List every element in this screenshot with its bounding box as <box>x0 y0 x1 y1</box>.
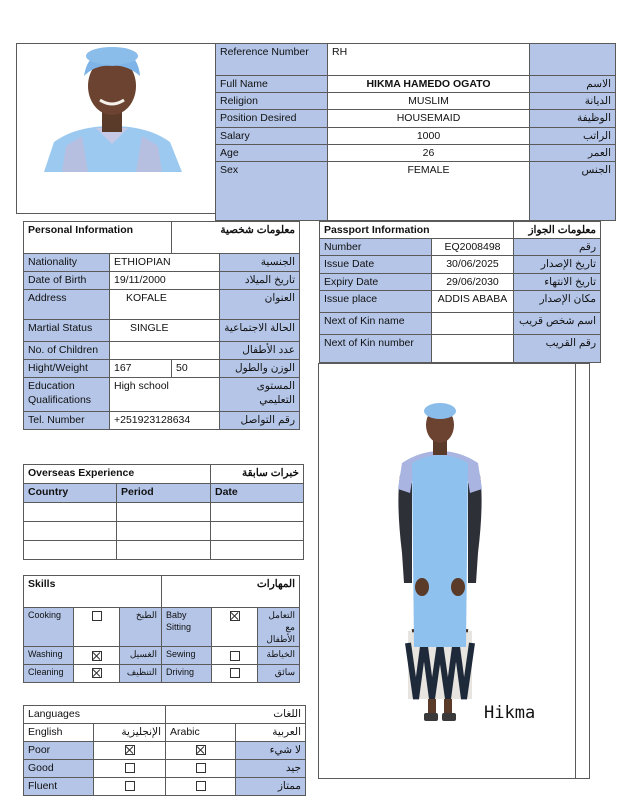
overseas-cell <box>211 541 304 560</box>
fluent-label: Fluent <box>24 778 94 796</box>
overseas-table <box>23 464 304 560</box>
portrait-photo <box>36 46 188 172</box>
cleaning-ar: التنظيف <box>120 664 162 682</box>
good-ar: جيد <box>236 760 306 778</box>
issue-date-value: 30/06/2025 <box>432 256 514 273</box>
expiry-date-label: Expiry Date <box>320 273 432 290</box>
arabic-label: Arabic <box>166 724 236 742</box>
passport-title: Passport Information <box>320 222 514 239</box>
address-value: KOFALE <box>110 290 220 320</box>
nationality-label: Nationality <box>24 254 110 272</box>
poor-english-checkbox[interactable] <box>94 742 166 760</box>
arabic-ar: العربية <box>236 724 306 742</box>
poor-ar: لا شيء <box>236 742 306 760</box>
overseas-cell <box>24 503 117 522</box>
good-english-checkbox[interactable] <box>94 760 166 778</box>
personal-info-table <box>23 221 300 430</box>
weight-value: 50 <box>172 360 220 378</box>
issue-date-label: Issue Date <box>320 256 432 273</box>
overseas-cell <box>211 522 304 541</box>
passport-number-label: Number <box>320 239 432 256</box>
period-header: Period <box>117 484 211 503</box>
full-name-label: Full Name <box>216 76 328 93</box>
checkbox-icon <box>196 781 206 791</box>
marital-ar: الحالة الاجتماعية <box>220 320 300 342</box>
overseas-title-ar: خبرات سابقة <box>211 465 304 484</box>
sex-value: FEMALE <box>328 161 530 220</box>
dob-label: Date of Birth <box>24 272 110 290</box>
checkbox-icon <box>230 611 240 621</box>
checkbox-icon <box>92 651 102 661</box>
reference-ar <box>530 44 616 76</box>
skills-table <box>23 575 300 683</box>
full-body-photo <box>390 403 490 728</box>
checkbox-icon <box>92 611 102 621</box>
children-value <box>110 342 220 360</box>
dob-value: 19/11/2000 <box>110 272 220 290</box>
marital-label: Martial Status <box>24 320 110 342</box>
salary-ar: الراتب <box>530 127 616 144</box>
checkbox-icon <box>125 781 135 791</box>
fluent-arabic-checkbox[interactable] <box>166 778 236 796</box>
passport-number-ar: رقم <box>514 239 601 256</box>
languages-title-ar: اللغات <box>166 706 306 724</box>
poor-arabic-checkbox[interactable] <box>166 742 236 760</box>
fluent-ar: ممتاز <box>236 778 306 796</box>
checkbox-icon <box>196 745 206 755</box>
full-name-ar: الاسم <box>530 76 616 93</box>
children-ar: عدد الأطفال <box>220 342 300 360</box>
height-value: 167 <box>110 360 172 378</box>
kin-name-value <box>432 312 514 334</box>
poor-label: Poor <box>24 742 94 760</box>
education-value: High school <box>110 378 220 412</box>
children-label: No. of Children <box>24 342 110 360</box>
header-table <box>215 43 616 221</box>
checkbox-icon <box>125 745 135 755</box>
salary-label: Salary <box>216 127 328 144</box>
age-label: Age <box>216 144 328 161</box>
tel-value: +251923128634 <box>110 412 220 430</box>
fluent-english-checkbox[interactable] <box>94 778 166 796</box>
religion-ar: الديانة <box>530 93 616 110</box>
issue-place-value: ADDIS ABABA <box>432 290 514 312</box>
kin-number-ar: رقم القريب <box>514 334 601 362</box>
overseas-title: Overseas Experience <box>24 465 211 484</box>
checkbox-icon <box>125 763 135 773</box>
babysitting-ar: التعامل مع الأطفال <box>258 608 300 647</box>
overseas-cell <box>117 503 211 522</box>
personal-title: Personal Information <box>24 222 172 254</box>
babysitting-checkbox[interactable] <box>212 608 258 647</box>
religion-label: Religion <box>216 93 328 110</box>
hw-ar: الوزن والطول <box>220 360 300 378</box>
kin-name-label: Next of Kin name <box>320 312 432 334</box>
sex-ar: الجنس <box>530 161 616 220</box>
issue-place-label: Issue place <box>320 290 432 312</box>
cooking-label: Cooking <box>24 608 74 647</box>
address-label: Address <box>24 290 110 320</box>
issue-date-ar: تاريخ الإصدار <box>514 256 601 273</box>
driving-checkbox[interactable] <box>212 664 258 682</box>
tel-label: Tel. Number <box>24 412 110 430</box>
cooking-checkbox[interactable] <box>74 608 120 647</box>
nationality-value: ETHIOPIAN <box>110 254 220 272</box>
overseas-cell <box>211 503 304 522</box>
kin-number-value <box>432 334 514 362</box>
washing-ar: الغسيل <box>120 647 162 664</box>
good-label: Good <box>24 760 94 778</box>
good-arabic-checkbox[interactable] <box>166 760 236 778</box>
babysitting-label: Baby Sitting <box>162 608 212 647</box>
education-ar: المستوى التعليمي <box>220 378 300 412</box>
issue-place-ar: مكان الإصدار <box>514 290 601 312</box>
date-header: Date <box>211 484 304 503</box>
washing-label: Washing <box>24 647 74 664</box>
reference-label: Reference Number <box>216 44 328 76</box>
overseas-cell <box>24 541 117 560</box>
address-ar: العنوان <box>220 290 300 320</box>
checkbox-icon <box>196 763 206 773</box>
passport-number-value: EQ2008498 <box>432 239 514 256</box>
cleaning-checkbox[interactable] <box>74 664 120 682</box>
passport-title-ar: معلومات الجواز <box>514 222 601 239</box>
age-ar: العمر <box>530 144 616 161</box>
sewing-ar: الخياطة <box>258 647 300 664</box>
reference-value: RH <box>328 44 530 76</box>
religion-value: MUSLIM <box>328 93 530 110</box>
marital-value: SINGLE <box>110 320 220 342</box>
dob-ar: تاريخ الميلاد <box>220 272 300 290</box>
full-photo-frame-inner-line <box>575 363 576 779</box>
driving-ar: سائق <box>258 664 300 682</box>
salary-value: 1000 <box>328 127 530 144</box>
checkbox-icon <box>92 668 102 678</box>
kin-number-label: Next of Kin number <box>320 334 432 362</box>
languages-title: Languages <box>24 706 166 724</box>
skills-title-ar: المهارات <box>162 576 300 608</box>
english-ar: الإنجليزية <box>94 724 166 742</box>
personal-title-ar: معلومات شخصية <box>172 222 300 254</box>
age-value: 26 <box>328 144 530 161</box>
position-ar: الوظيفة <box>530 110 616 127</box>
education-label: Education Qualifications <box>24 378 110 412</box>
cleaning-label: Cleaning <box>24 664 74 682</box>
checkbox-icon <box>230 668 240 678</box>
skills-title: Skills <box>24 576 162 608</box>
full-name-value: HIKMA HAMEDO OGATO <box>328 76 530 93</box>
tel-ar: رقم التواصل <box>220 412 300 430</box>
sex-label: Sex <box>216 161 328 220</box>
overseas-cell <box>117 541 211 560</box>
expiry-date-ar: تاريخ الانتهاء <box>514 273 601 290</box>
overseas-cell <box>117 522 211 541</box>
cooking-ar: الطبخ <box>120 608 162 647</box>
overseas-cell <box>24 522 117 541</box>
position-label: Position Desired <box>216 110 328 127</box>
washing-checkbox[interactable] <box>74 647 120 664</box>
sewing-checkbox[interactable] <box>212 647 258 664</box>
nationality-ar: الجنسية <box>220 254 300 272</box>
expiry-date-value: 29/06/2030 <box>432 273 514 290</box>
passport-info-table <box>319 221 601 363</box>
country-header: Country <box>24 484 117 503</box>
photo-caption: Hikma <box>484 703 536 723</box>
checkbox-icon <box>230 651 240 661</box>
languages-table <box>23 705 306 796</box>
driving-label: Driving <box>162 664 212 682</box>
kin-name-ar: اسم شخص قريب <box>514 312 601 334</box>
english-label: English <box>24 724 94 742</box>
sewing-label: Sewing <box>162 647 212 664</box>
hw-label: Hight/Weight <box>24 360 110 378</box>
position-value: HOUSEMAID <box>328 110 530 127</box>
